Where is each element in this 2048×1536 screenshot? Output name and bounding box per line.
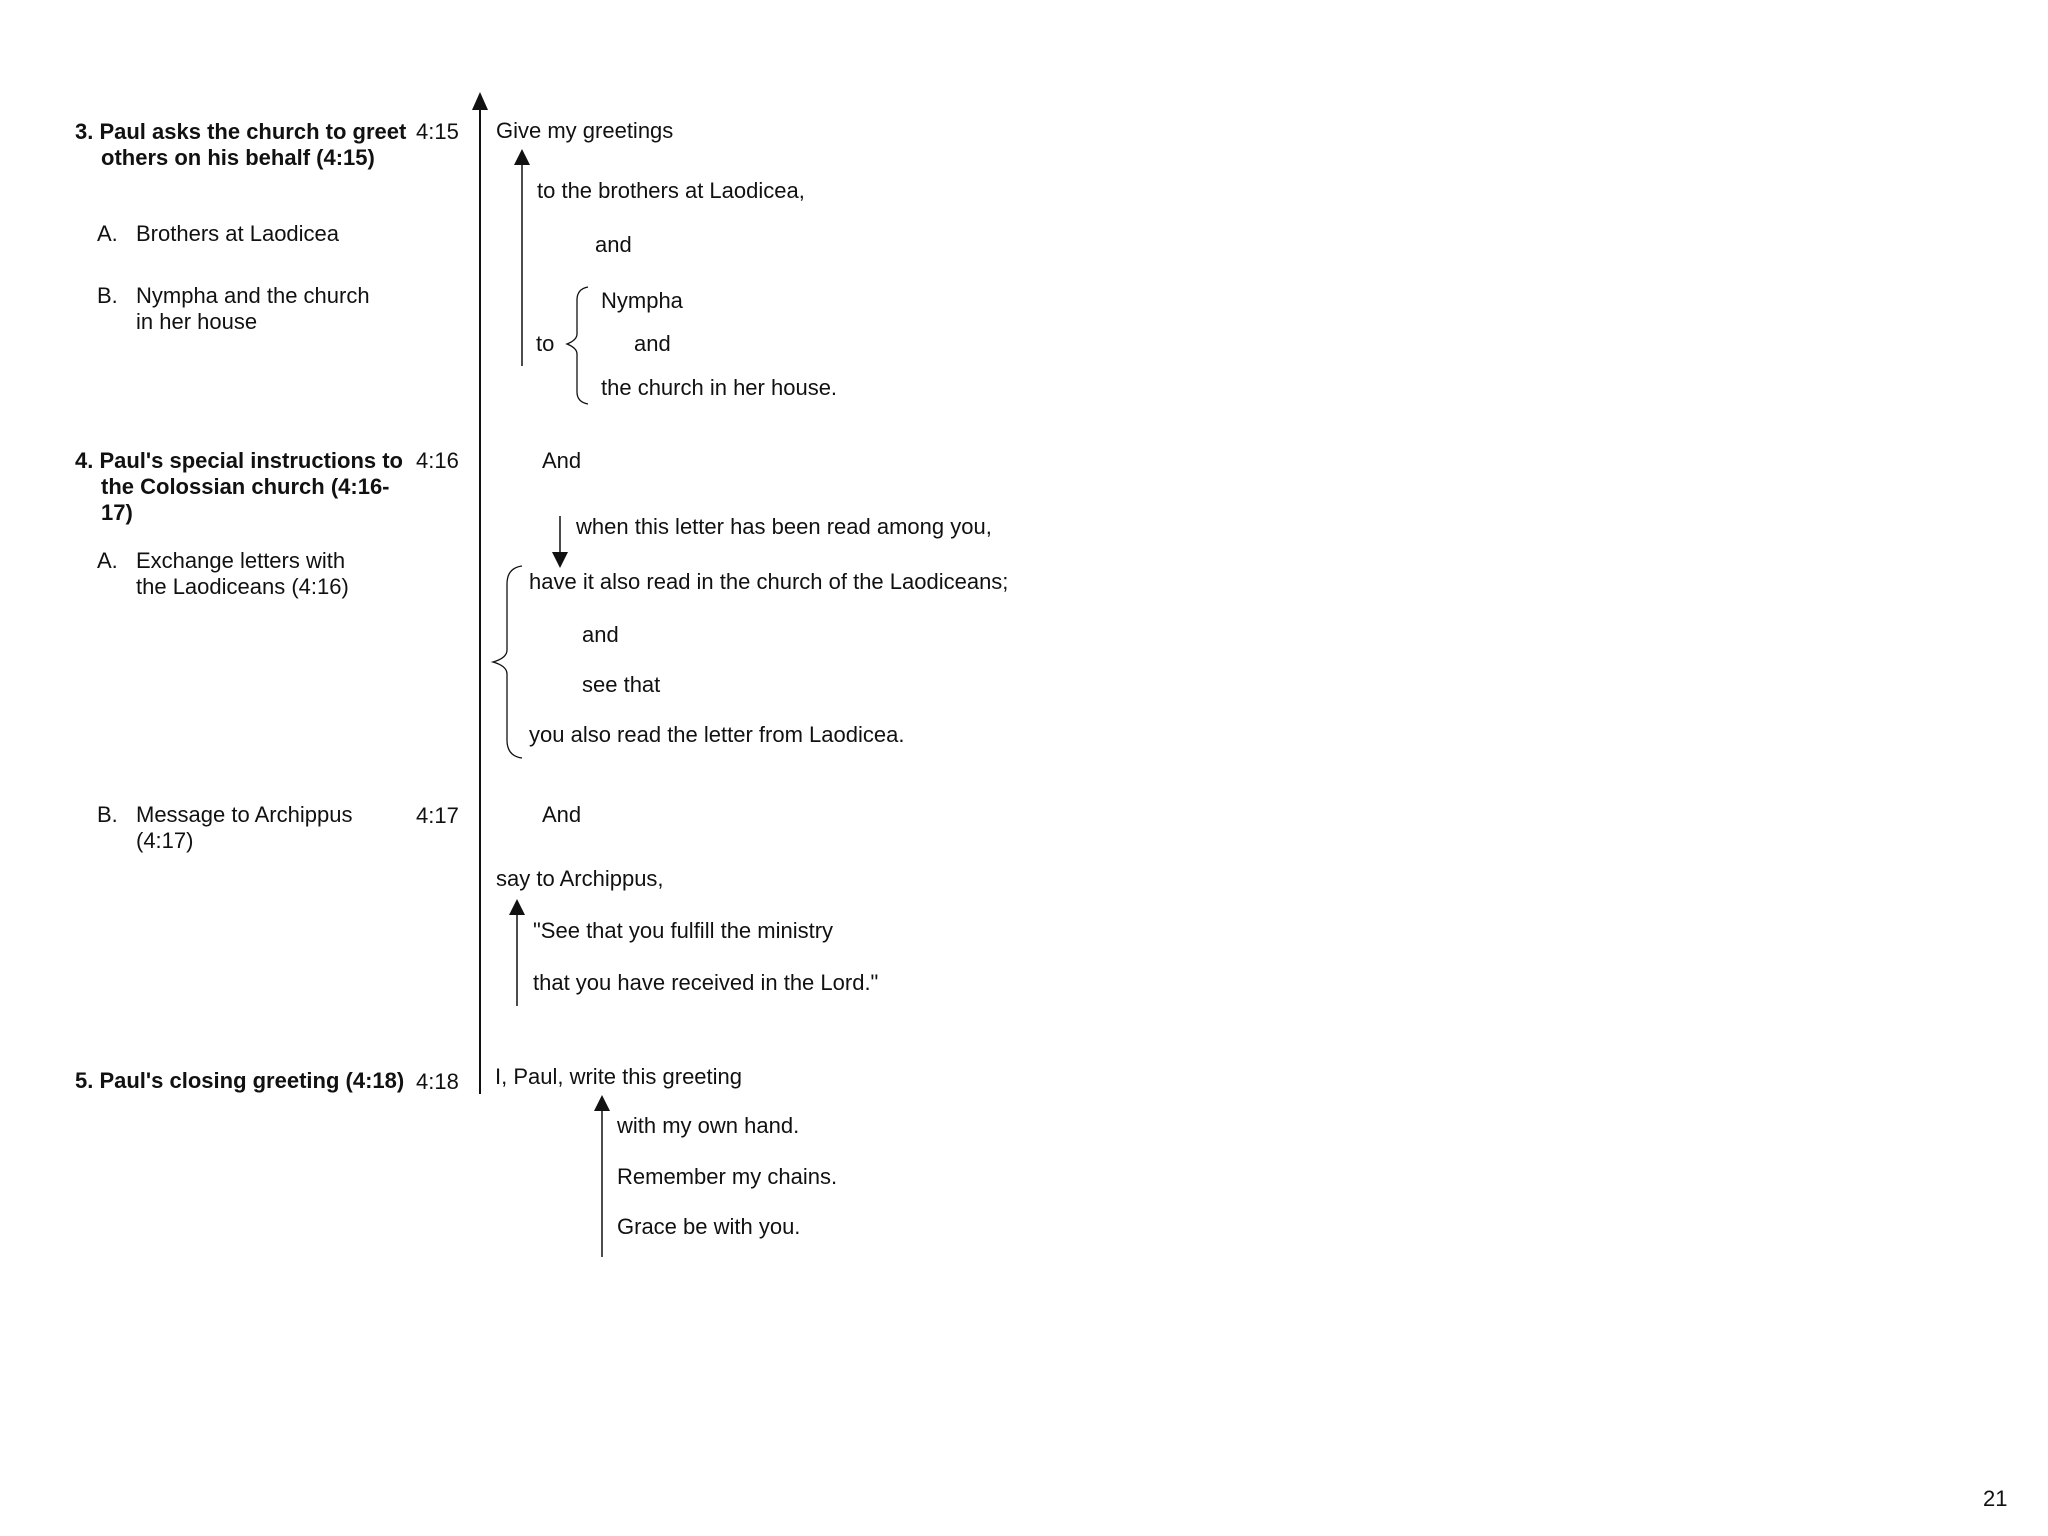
verse-ref: 4:16 xyxy=(416,448,459,473)
verse-ref: 4:15 xyxy=(416,119,459,144)
section-4-item-b xyxy=(97,802,377,854)
item-letter: B. xyxy=(97,802,118,827)
phrase-fulfill-ministry: "See that you fulfill the ministry xyxy=(533,918,834,943)
phrase-i-paul: I, Paul, write this greeting xyxy=(495,1064,743,1089)
phrase-give-greetings: Give my greetings xyxy=(496,118,674,143)
brace-icon xyxy=(493,566,522,758)
phrase-brothers: to the brothers at Laodicea, xyxy=(537,178,805,203)
arrow-up-icon xyxy=(594,1095,610,1111)
verse-ref: 4:18 xyxy=(416,1069,459,1094)
phrase-and: and xyxy=(595,232,632,257)
verse-ref: 4:17 xyxy=(416,803,459,828)
section-4-heading: 4. Paul's special instructions to the Colossian church (4:16-17) xyxy=(75,448,403,525)
phrase-received-lord: that you have received in the Lord." xyxy=(533,970,879,995)
phrase-and: and xyxy=(634,331,671,356)
arrow-down-icon xyxy=(552,552,568,568)
phrase-you-also-read: you also read the letter from Laodicea. xyxy=(529,722,905,747)
phrase-say-archippus: say to Archippus, xyxy=(496,866,664,891)
item-text: Exchange letters with the Laodiceans (4:16) xyxy=(136,548,349,599)
brace-icon xyxy=(567,287,588,404)
phrase-see-that: see that xyxy=(582,672,661,697)
item-letter: A. xyxy=(97,548,118,573)
page-number: 21 xyxy=(1983,1486,2008,1511)
phrase-to: to xyxy=(536,331,555,356)
phrase-nympha: Nympha xyxy=(601,288,683,313)
phrase-church-house: the church in her house. xyxy=(601,375,838,400)
item-text: Nympha and the church in her house xyxy=(136,283,370,334)
phrase-and: And xyxy=(542,448,582,473)
phrase-and: and xyxy=(582,622,619,647)
section-3-item-b xyxy=(97,283,377,335)
item-text: Brothers at Laodicea xyxy=(136,221,340,246)
phrase-and: And xyxy=(542,802,582,827)
item-text: Message to Archippus (4:17) xyxy=(136,802,353,853)
phrase-when-read: when this letter has been read among you, xyxy=(576,514,992,539)
section-3-item-a xyxy=(97,221,377,247)
item-letter: B. xyxy=(97,283,118,308)
phrase-chains: Remember my chains. xyxy=(617,1164,838,1189)
phrase-have-read: have it also read in the church of the Laodiceans; xyxy=(529,569,1009,594)
arrow-up-icon xyxy=(472,92,488,110)
arrow-up-icon xyxy=(514,149,530,165)
section-5-heading: 5. Paul's closing greeting (4:18) xyxy=(75,1068,405,1093)
phrase-own-hand: with my own hand. xyxy=(617,1113,800,1138)
item-letter: A. xyxy=(97,221,118,246)
phrase-grace: Grace be with you. xyxy=(617,1214,801,1239)
section-3-heading: 3. Paul asks the church to greet others on his behalf (4:15) xyxy=(75,119,407,170)
section-4-item-a xyxy=(97,548,377,600)
arrow-up-icon xyxy=(509,899,525,915)
